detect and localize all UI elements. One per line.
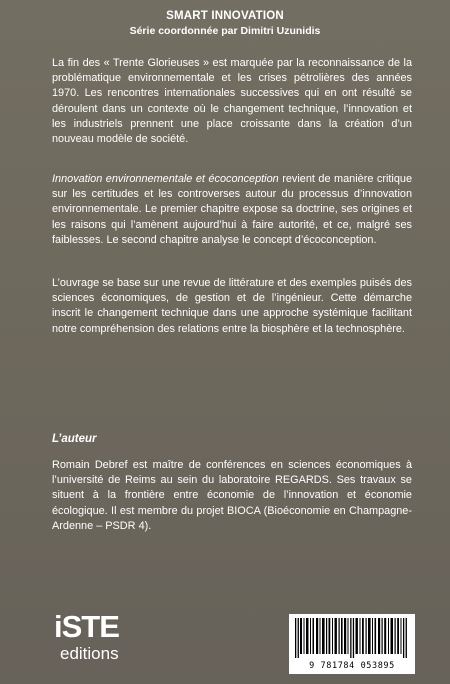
summary-paragraph-2 bbox=[52, 172, 412, 248]
logo-bottom-text: editions bbox=[60, 644, 119, 663]
logo-top-text: iSTE bbox=[54, 609, 119, 644]
isbn-number: 9 781784 053895 bbox=[309, 661, 395, 671]
summary-paragraph-2-text: revient de manière critique sur les certitudes et les controverses autour du processus d’innovation environnementale. Le premier chapitre expose sa doctrine, ses origines et les raisons qui l’amènent aujourd’hui à faire autorité, et ce, malgré ses faiblesses. Le second chapitre analyse le concept d’écoconception. bbox=[52, 173, 413, 246]
author-bio: Romain Debref est maître de conférences en sciences économiques à l’université de Reims au sein du laboratoire REGARDS. Ses travaux se situent à la frontière entre économie de l’innovation et économie écologique. Il est membre du projet BIOCA (Bioéconomie en Champagne-Ardenne – PSDR 4). bbox=[52, 459, 412, 532]
barcode-bars bbox=[295, 618, 409, 658]
series-title: SMART INNOVATION bbox=[166, 10, 284, 22]
iste-editions-logo bbox=[50, 607, 160, 667]
isbn-barcode bbox=[289, 614, 415, 674]
series-subtitle: Série coordonnée par Dimitri Uzunidis bbox=[129, 25, 321, 37]
author-heading: L’auteur bbox=[52, 433, 97, 445]
summary-paragraph-3: L’ouvrage se base sur une revue de littérature et des exemples puisés des sciences économiques, de gestion et de l’ingénieur. Cette démarche inscrit le changement technique dans une approche systémique facilitant notre compréhension des relations entre la biosphère et la technosphère. bbox=[52, 277, 412, 335]
book-title-italic: Innovation environnementale et écoconception bbox=[52, 173, 279, 185]
summary-paragraph-1: La fin des « Trente Glorieuses » est marquée par la reconnaissance de la problématique environnementale et les crises pétrolières des années 1970. Les rencontres internationales successives qui en ont résulté se déroulent dans un contexte où le changement technique, l’innovation et les industriels prennent une place croissante dans la création d’un nouveau modèle de société. bbox=[52, 57, 412, 146]
